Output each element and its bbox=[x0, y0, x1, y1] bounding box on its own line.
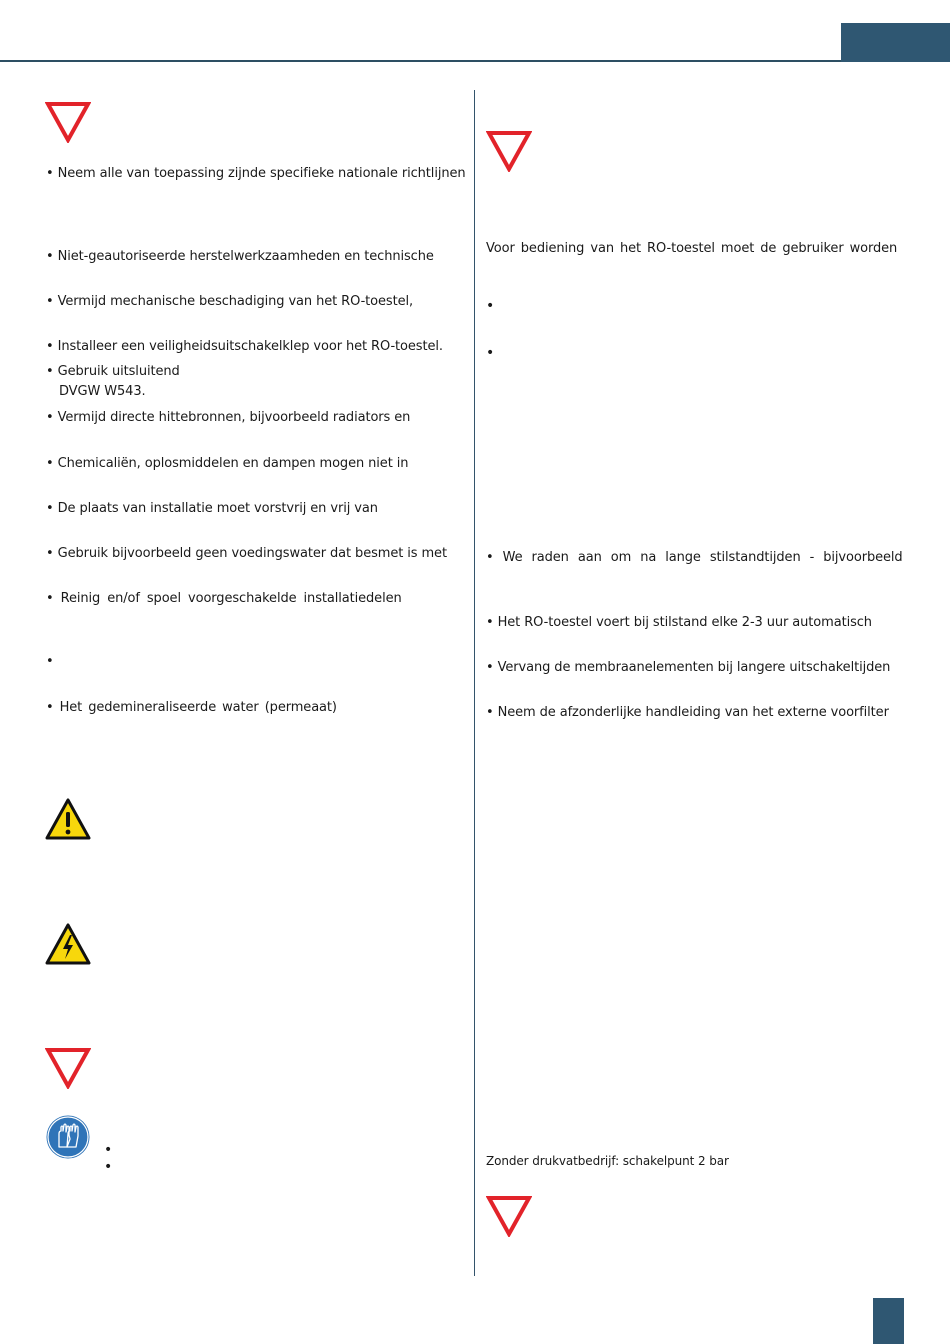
list-item: • Vermijd mechanische beschadiging van het RO-toestel, bbox=[46, 294, 414, 309]
list-item: • Het RO-toestel voert bij stilstand elke 2-3 uur automatisch bbox=[486, 615, 872, 630]
list-item: • bbox=[46, 654, 54, 669]
list-item: • Neem de afzonderlijke handleiding van het externe voorfilter bbox=[486, 705, 889, 720]
list-item: • De plaats van installatie moet vorstvrij en vrij van bbox=[46, 501, 378, 516]
caution-triangle-icon bbox=[45, 1047, 91, 1089]
list-item-continuation: DVGW W543. bbox=[59, 384, 146, 399]
caution-triangle-icon bbox=[486, 130, 532, 172]
wear-gloves-icon bbox=[45, 1114, 91, 1160]
general-warning-icon bbox=[45, 798, 91, 840]
list-item: • Vervang de membraanelementen bij langere uitschakeltijden bbox=[486, 660, 891, 675]
list-item: • Gebruik bijvoorbeeld geen voedingswater dat besmet is met bbox=[46, 546, 447, 561]
header-rule bbox=[0, 60, 842, 62]
caution-triangle-icon bbox=[45, 101, 91, 143]
header-tab bbox=[841, 23, 950, 62]
list-item: • Installeer een veiligheidsuitschakelklep voor het RO-toestel. bbox=[46, 339, 443, 354]
list-item: • bbox=[104, 1142, 113, 1158]
list-item: • We raden aan om na lange stilstandtijden - bijvoorbeeld bbox=[486, 550, 903, 565]
intro-paragraph: Voor bediening van het RO-toestel moet de gebruiker worden bbox=[486, 241, 898, 256]
list-item: • bbox=[486, 345, 495, 361]
page-number-tab bbox=[873, 1298, 904, 1344]
list-item: • Niet-geautoriseerde herstelwerkzaamheden en technische bbox=[46, 249, 434, 264]
list-item: • Neem alle van toepassing zijnde specifieke nationale richtlijnen bbox=[46, 166, 466, 181]
list-item: • bbox=[104, 1159, 113, 1175]
list-item: • Het gedemineraliseerde water (permeaat) bbox=[46, 700, 337, 715]
list-item: • Chemicaliën, oplosmiddelen en dampen mogen niet in bbox=[46, 456, 409, 471]
list-item: • Vermijd directe hittebronnen, bijvoorbeeld radiators en bbox=[46, 410, 411, 425]
pressure-note: Zonder drukvatbedrijf: schakelpunt 2 bar bbox=[486, 1154, 729, 1168]
list-item: • bbox=[486, 298, 495, 314]
caution-triangle-icon bbox=[486, 1195, 532, 1237]
list-item: • Gebruik uitsluitend bbox=[46, 364, 180, 379]
column-divider bbox=[474, 90, 475, 1276]
list-item: • Reinig en/of spoel voorgeschakelde installatiedelen bbox=[46, 591, 402, 606]
electric-hazard-icon bbox=[45, 923, 91, 965]
